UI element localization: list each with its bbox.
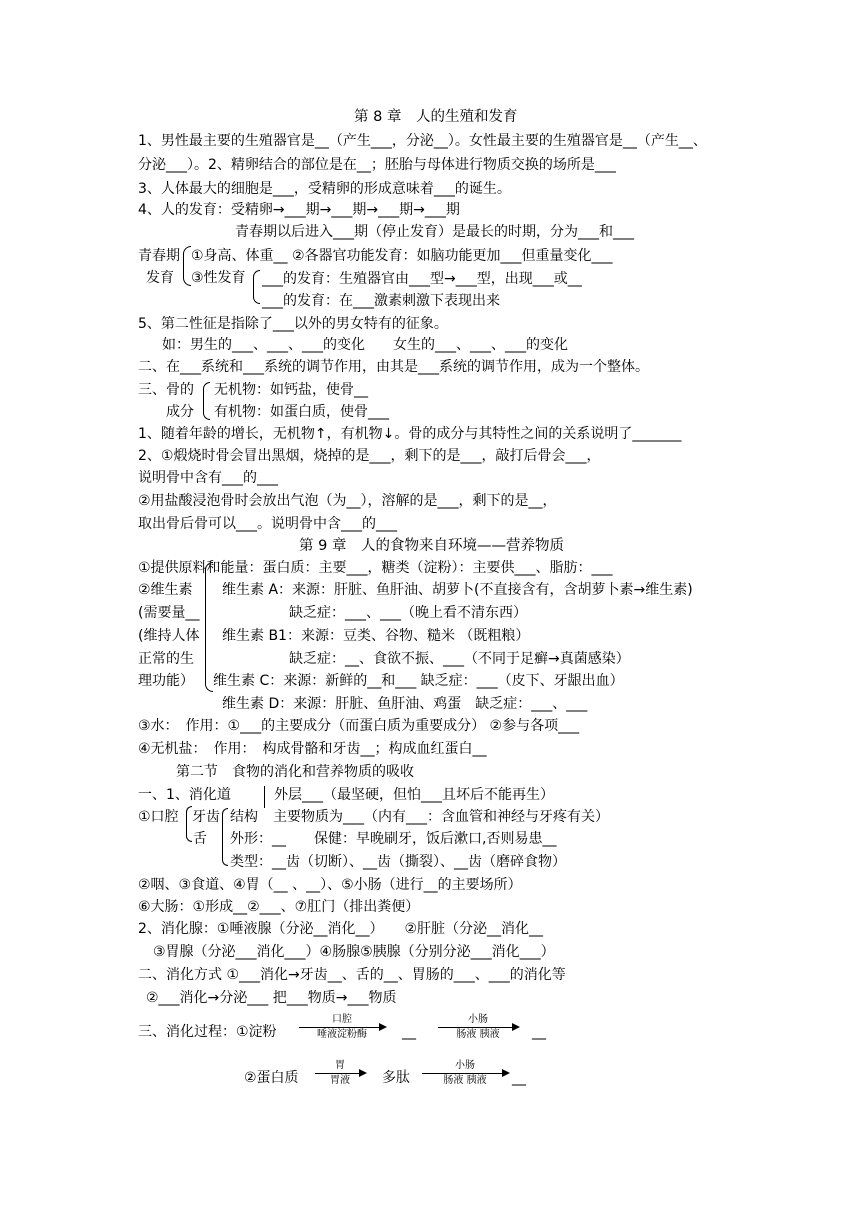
development-label: 发育	[146, 270, 174, 286]
arrow-label-top: 小肠	[455, 1060, 475, 1071]
text-line: ___的发育：在___激素刺激下表现出来	[262, 293, 500, 309]
brace	[222, 808, 228, 866]
arrow-label-bottom: 肠液 胰液	[456, 1029, 500, 1040]
text-line: 维生素 A：来源：肝脏、鱼肝油、胡萝卜(不直接含有，含胡萝卜素→维生素)	[222, 582, 693, 598]
text-line: 青春期以后进入___期（停止发育）是最长的时期，分为___和___	[235, 224, 634, 240]
arrow-line	[422, 1073, 508, 1074]
text-line: 2、消化腺：①唾液腺（分泌__消化__） ②肝脏（分泌__消化__	[138, 921, 544, 937]
text-line: 维生素 C：来源：新鲜的__和___ 缺乏症：___（皮下、牙龈出血）	[213, 673, 624, 689]
vitamin-note: 正常的生	[138, 651, 194, 667]
arrow-line	[299, 1027, 385, 1028]
text-line: 维生素 B1：来源：豆类、谷物、糙米 （既粗粮）	[222, 628, 530, 644]
text-line: 主要物质为___（内有___：含血管和神经与牙疼有关）	[273, 809, 609, 825]
brace	[183, 246, 191, 286]
text-line: 2、①煅烧时骨会冒出黑烟，烧掉的是___，剩下的是___，敲打后骨会___，	[138, 448, 601, 464]
vitamin-label: ②维生素	[138, 582, 193, 598]
text-line: ③性发育	[191, 270, 246, 286]
arrow-label-bottom: 唾液淀粉酶	[317, 1029, 367, 1040]
arrow-label-top: 口腔	[332, 1014, 352, 1025]
arrow-line	[438, 1027, 518, 1028]
text-line: 舌	[193, 831, 207, 847]
text-line: ②___消化→分泌___ 把___物质→___物质	[146, 990, 397, 1006]
arrow-label-top: 胃	[335, 1060, 345, 1071]
text-line: 有机物：如蛋白质，使骨___	[214, 404, 389, 420]
text-line: __	[402, 1024, 416, 1040]
chapter9-title: 第 9 章 人的食物来自环境——营养物质	[299, 538, 564, 554]
text-line: 取出骨后骨可以___。说明骨中含___的___	[138, 516, 397, 532]
bone-component-label: 成分	[166, 404, 194, 420]
text-line: ④无机盐： 作用： 构成骨骼和牙齿__；构成血红蛋白__	[138, 741, 487, 757]
text-line: ②蛋白质	[244, 1070, 299, 1086]
text-line: ①身高、体重__ ②各器官功能发育：如脑功能更加___但重量变化___	[191, 248, 613, 264]
text-line: 缺乏症：___、___（晚上看不清东西）	[289, 605, 527, 621]
text-line: 牙齿	[192, 809, 220, 825]
brace	[205, 562, 213, 692]
arrow-small-intestine	[438, 1014, 518, 1041]
text-line: 维生素 D：来源：肝脏、鱼肝油、鸡蛋 缺乏症：___、___	[222, 696, 588, 712]
text-line: ⑥大肠：①形成__②___、⑦肛门（排出粪便）	[138, 899, 420, 915]
text-line: 说明骨中含有___的___	[138, 470, 278, 486]
text-line: 1、随着年龄的增长，无机物↑，有机物↓。骨的成分与其特性之间的关系说明了_______	[138, 426, 682, 442]
text-line: 5、第二性征是指除了___以外的男女特有的征象。	[138, 316, 448, 332]
brace	[203, 382, 210, 420]
section-title: 第二节 食物的消化和营养物质的吸收	[176, 764, 414, 780]
arrow-label-top: 小肠	[468, 1014, 488, 1025]
text-line: 3、人体最大的细胞是___，受精卵的形成意味着___的诞生。	[138, 181, 511, 197]
text-line: 4、人的发育：受精卵→___期→___期→___期→___期	[138, 202, 460, 218]
text-line: 缺乏症：__、食欲不振、___（不同于足癣→真菌感染）	[289, 651, 630, 667]
text-line: 如：男生的___、___、___的变化 女生的___、___、___的变化	[162, 337, 568, 353]
brace	[264, 786, 265, 808]
text-line: 外形：__ 保健：早晚刷牙，饭后漱口,否则易患__	[230, 831, 557, 847]
text-line: 分泌___）。2、精卵结合的部位是在__；胚胎与母体进行物质交换的场所是___	[138, 157, 616, 173]
vitamin-note: 理功能）	[138, 673, 194, 689]
bone-label: 三、骨的	[138, 382, 194, 398]
text-line: ①提供原料和能量：蛋白质：主要___，糖类（淀粉）：主要供___、脂肪：___	[138, 560, 613, 576]
arrow-small-intestine	[422, 1060, 508, 1087]
arrow-label-bottom: 肠液 胰液	[443, 1075, 487, 1086]
arrow-label-bottom: 胃液	[330, 1075, 350, 1086]
text-line: 一、1、消化道	[138, 787, 231, 803]
text-line: ___的发育：生殖器官由___型→___型，出现___或__	[262, 271, 582, 287]
text-line: __	[512, 1070, 526, 1086]
text-line: 无机物：如钙盐，使骨__	[214, 382, 368, 398]
text-line: ③胃腺（分泌___消化___）④肠腺⑤胰腺（分别分泌___消化___）	[153, 944, 555, 960]
text-line: 三、消化过程：①淀粉	[138, 1024, 277, 1040]
text-line: 外层___（最坚硬，但怕___且坏后不能再生）	[274, 787, 554, 803]
adolescence-label: 青春期	[138, 248, 180, 264]
vitamin-note: (需要量__	[138, 605, 200, 621]
brace	[253, 270, 260, 304]
text-line: ①口腔	[138, 809, 179, 825]
text-line: 结构	[230, 809, 258, 825]
text-line: 二、消化方式 ①___消化→牙齿__、舌的__、胃肠的___、___的消化等	[138, 967, 566, 983]
text-line: __	[532, 1024, 546, 1040]
text-line: 类型：__齿（切断）、__齿（撕裂）、__齿（磨碎食物）	[230, 854, 566, 870]
vitamin-note: (维持人体	[138, 628, 200, 644]
text-line: ②用盐酸浸泡骨时会放出气泡（为__），溶解的是___，剩下的是__，	[138, 493, 557, 509]
text-line: 二、在___系统和___系统的调节作用，由其是___系统的调节作用，成为一个整体。	[138, 359, 649, 375]
text-line: 1、男性最主要的生殖器官是__（产生___，分泌__）。女性最主要的生殖器官是__（产生__、	[138, 133, 707, 149]
arrow-stomach	[315, 1060, 365, 1087]
text-line: 多肽	[382, 1070, 410, 1086]
arrow-mouth	[299, 1014, 385, 1041]
arrow-line	[315, 1073, 365, 1074]
text-line: ③水： 作用：①___的主要成分（而蛋白质为重要成分） ②参与各项___	[138, 718, 580, 734]
text-line: ②咽、③食道、④胃（__ 、__）、⑤小肠（进行__的主要场所）	[138, 877, 522, 893]
chapter8-title: 第 8 章 人的生殖和发育	[354, 109, 518, 125]
